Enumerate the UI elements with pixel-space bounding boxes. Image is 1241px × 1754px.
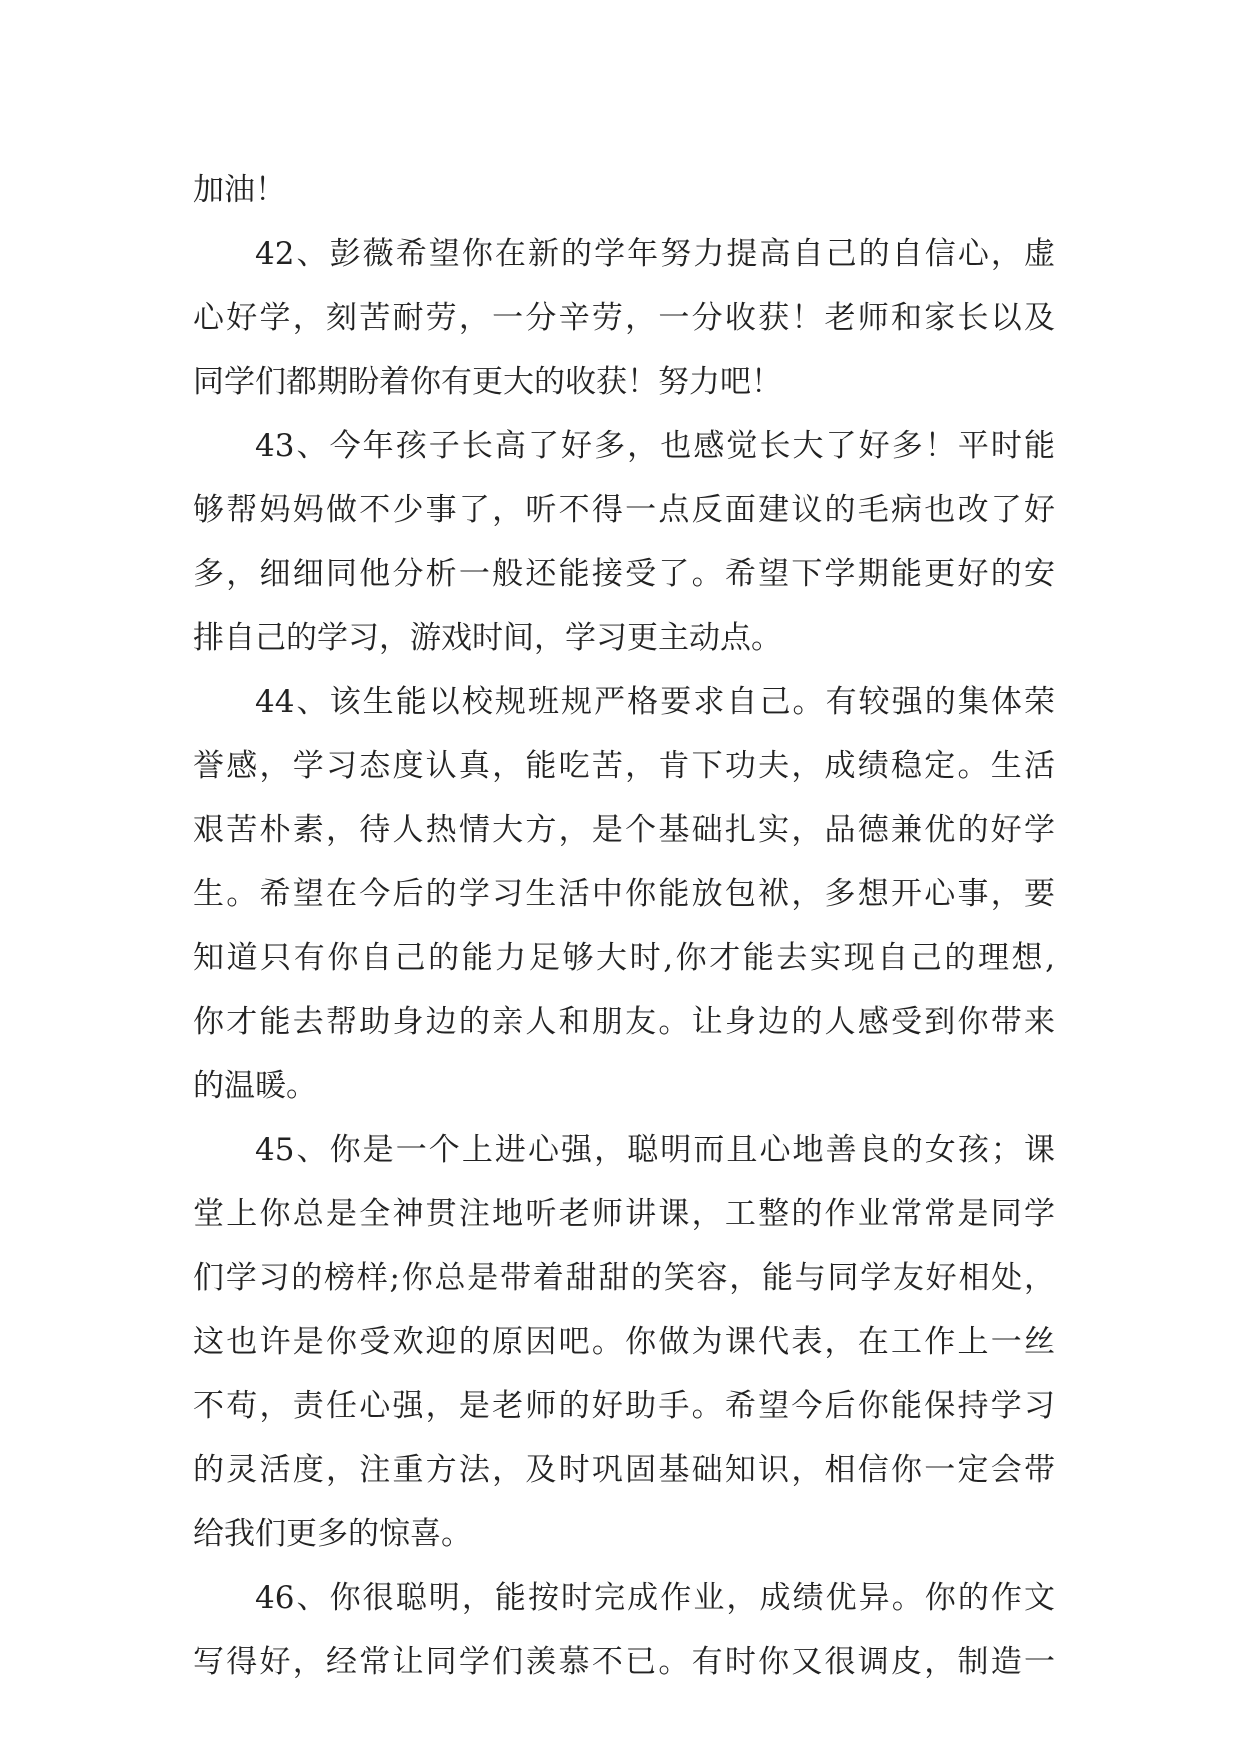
text-line: 加油！ (193, 172, 286, 208)
text-line: 45、你是一个上进心强，聪明而且心地善良的女孩；课 (255, 1132, 1055, 1168)
paragraph (193, 158, 1055, 222)
text-line: 生。希望在今后的学习生活中你能放包袱，多想开心事，要 (193, 876, 1055, 912)
text-line: 知道只有你自己的能力足够大时,你才能去实现自己的理想, (193, 940, 1055, 976)
text-line: 排自己的学习，游戏时间，学习更主动点。 (193, 620, 782, 656)
text-line: 誉感，学习态度认真，能吃苦，肯下功夫，成绩稳定。生活 (193, 748, 1055, 784)
text-line: 的灵活度，注重方法，及时巩固基础知识，相信你一定会带 (193, 1452, 1055, 1488)
text-column (193, 158, 1055, 1694)
text-line: 这也许是你受欢迎的原因吧。你做为课代表，在工作上一丝 (193, 1324, 1055, 1360)
paragraph (193, 670, 1055, 1118)
text-line: 心好学，刻苦耐劳，一分辛劳，一分收获！老师和家长以及 (193, 300, 1055, 336)
text-line: 46、你很聪明，能按时完成作业，成绩优异。你的作文 (255, 1580, 1055, 1616)
text-line: 写得好，经常让同学们羡慕不已。有时你又很调皮，制造一 (193, 1644, 1055, 1680)
text-line: 们学习的榜样;你总是带着甜甜的笑容，能与同学友好相处， (193, 1260, 1055, 1296)
text-line: 堂上你总是全神贯注地听老师讲课，工整的作业常常是同学 (193, 1196, 1055, 1232)
paragraph (193, 1566, 1055, 1694)
paragraph (193, 414, 1055, 670)
text-line: 同学们都期盼着你有更大的收获！努力吧！ (193, 364, 782, 400)
text-line: 艰苦朴素，待人热情大方，是个基础扎实，品德兼优的好学 (193, 812, 1055, 848)
text-line: 你才能去帮助身边的亲人和朋友。让身边的人感受到你带来 (193, 1004, 1055, 1040)
text-line: 给我们更多的惊喜。 (193, 1516, 472, 1552)
text-line: 多，细细同他分析一般还能接受了。希望下学期能更好的安 (193, 556, 1055, 592)
text-line: 够帮妈妈做不少事了，听不得一点反面建议的毛病也改了好 (193, 492, 1055, 528)
text-line: 42、彭薇希望你在新的学年努力提高自己的自信心，虚 (255, 236, 1055, 272)
text-line: 43、今年孩子长高了好多，也感觉长大了好多！平时能 (255, 428, 1055, 464)
text-line: 的温暖。 (193, 1068, 317, 1104)
text-line: 不苟，责任心强，是老师的好助手。希望今后你能保持学习 (193, 1388, 1055, 1424)
paragraph (193, 222, 1055, 414)
paragraph (193, 1118, 1055, 1566)
text-line: 44、该生能以校规班规严格要求自己。有较强的集体荣 (255, 684, 1055, 720)
